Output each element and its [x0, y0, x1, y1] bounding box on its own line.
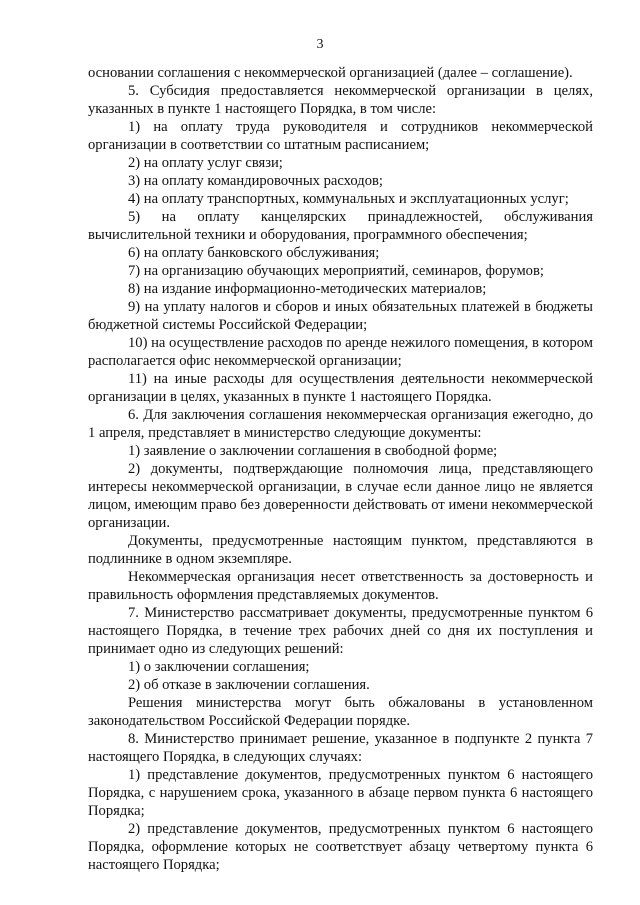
- paragraph-documents-copies: Документы, предусмотренные настоящим пунктом, представляются в подлиннике в одном экземпляре.: [88, 533, 593, 567]
- list-item-5-10: 10) на осуществление расходов по аренде нежилого помещения, в котором располагается офис некоммерческой организации;: [88, 335, 593, 369]
- page-number: 3: [316, 37, 324, 52]
- list-item-6-2: 2) документы, подтверждающие полномочия лица, представляющего интересы некоммерческой организации, в случае если данное лицо не является лицом, имеющим право без доверенности действовать от имени некоммерческой организации.: [88, 461, 593, 531]
- list-item-6-1: 1) заявление о заключении соглашения в свободной форме;: [128, 443, 498, 459]
- list-item-5-4: 4) на оплату транспортных, коммунальных и эксплуатационных услуг;: [128, 191, 569, 207]
- paragraph-clause-6: 6. Для заключения соглашения некоммерческая организация ежегодно, до 1 апреля, представляет в министерство следующие документы:: [88, 407, 593, 441]
- list-item-5-5: 5) на оплату канцелярских принадлежностей, обслуживания вычислительной техники и оборудования, программного обеспечения;: [88, 209, 593, 243]
- paragraph-clause-7: 7. Министерство рассматривает документы, предусмотренные пунктом 6 настоящего Порядка, в течение трех рабочих дней со дня их поступления и принимает одно из следующих решений:: [88, 605, 593, 657]
- list-item-5-9: 9) на уплату налогов и сборов и иных обязательных платежей в бюджеты бюджетной системы Российской Федерации;: [88, 299, 593, 333]
- paragraph-appeal: Решения министерства могут быть обжалованы в установленном законодательством Российской Федерации порядке.: [88, 695, 593, 729]
- paragraph-clause-8: 8. Министерство принимает решение, указанное в подпункте 2 пункта 7 настоящего Порядка, в следующих случаях:: [88, 731, 593, 765]
- list-item-5-11: 11) на иные расходы для осуществления деятельности некоммерческой организации в целях, указанных в пункте 1 настоящего Порядка.: [88, 371, 593, 405]
- list-item-5-8: 8) на издание информационно-методических материалов;: [128, 281, 487, 297]
- document-body: [88, 64, 593, 874]
- list-item-5-3: 3) на оплату командировочных расходов;: [128, 173, 383, 189]
- list-item-8-2: 2) представление документов, предусмотренных пунктом 6 настоящего Порядка, оформление которых не соответствует абзацу четвертому пункта 6 настоящего Порядка;: [88, 821, 593, 873]
- list-item-7-1: 1) о заключении соглашения;: [128, 659, 310, 675]
- paragraph-responsibility: Некоммерческая организация несет ответственность за достоверность и правильность оформления представляемых документов.: [88, 569, 593, 603]
- list-item-8-1: 1) представление документов, предусмотренных пунктом 6 настоящего Порядка, с нарушением срока, указанного в абзаце первом пункта 6 настоящего Порядка;: [88, 767, 593, 819]
- list-item-5-2: 2) на оплату услуг связи;: [128, 155, 283, 171]
- list-item-7-2: 2) об отказе в заключении соглашения.: [128, 677, 370, 693]
- list-item-5-1: 1) на оплату труда руководителя и сотрудников некоммерческой организации в соответствии со штатным расписанием;: [88, 119, 593, 153]
- list-item-5-7: 7) на организацию обучающих мероприятий, семинаров, форумов;: [128, 263, 544, 279]
- paragraph-clause-5: 5. Субсидия предоставляется некоммерческой организации в целях, указанных в пункте 1 настоящего Порядка, в том числе:: [88, 83, 593, 117]
- paragraph-continuation: основании соглашения с некоммерческой организацией (далее – соглашение).: [88, 65, 573, 81]
- list-item-5-6: 6) на оплату банковского обслуживания;: [128, 245, 380, 261]
